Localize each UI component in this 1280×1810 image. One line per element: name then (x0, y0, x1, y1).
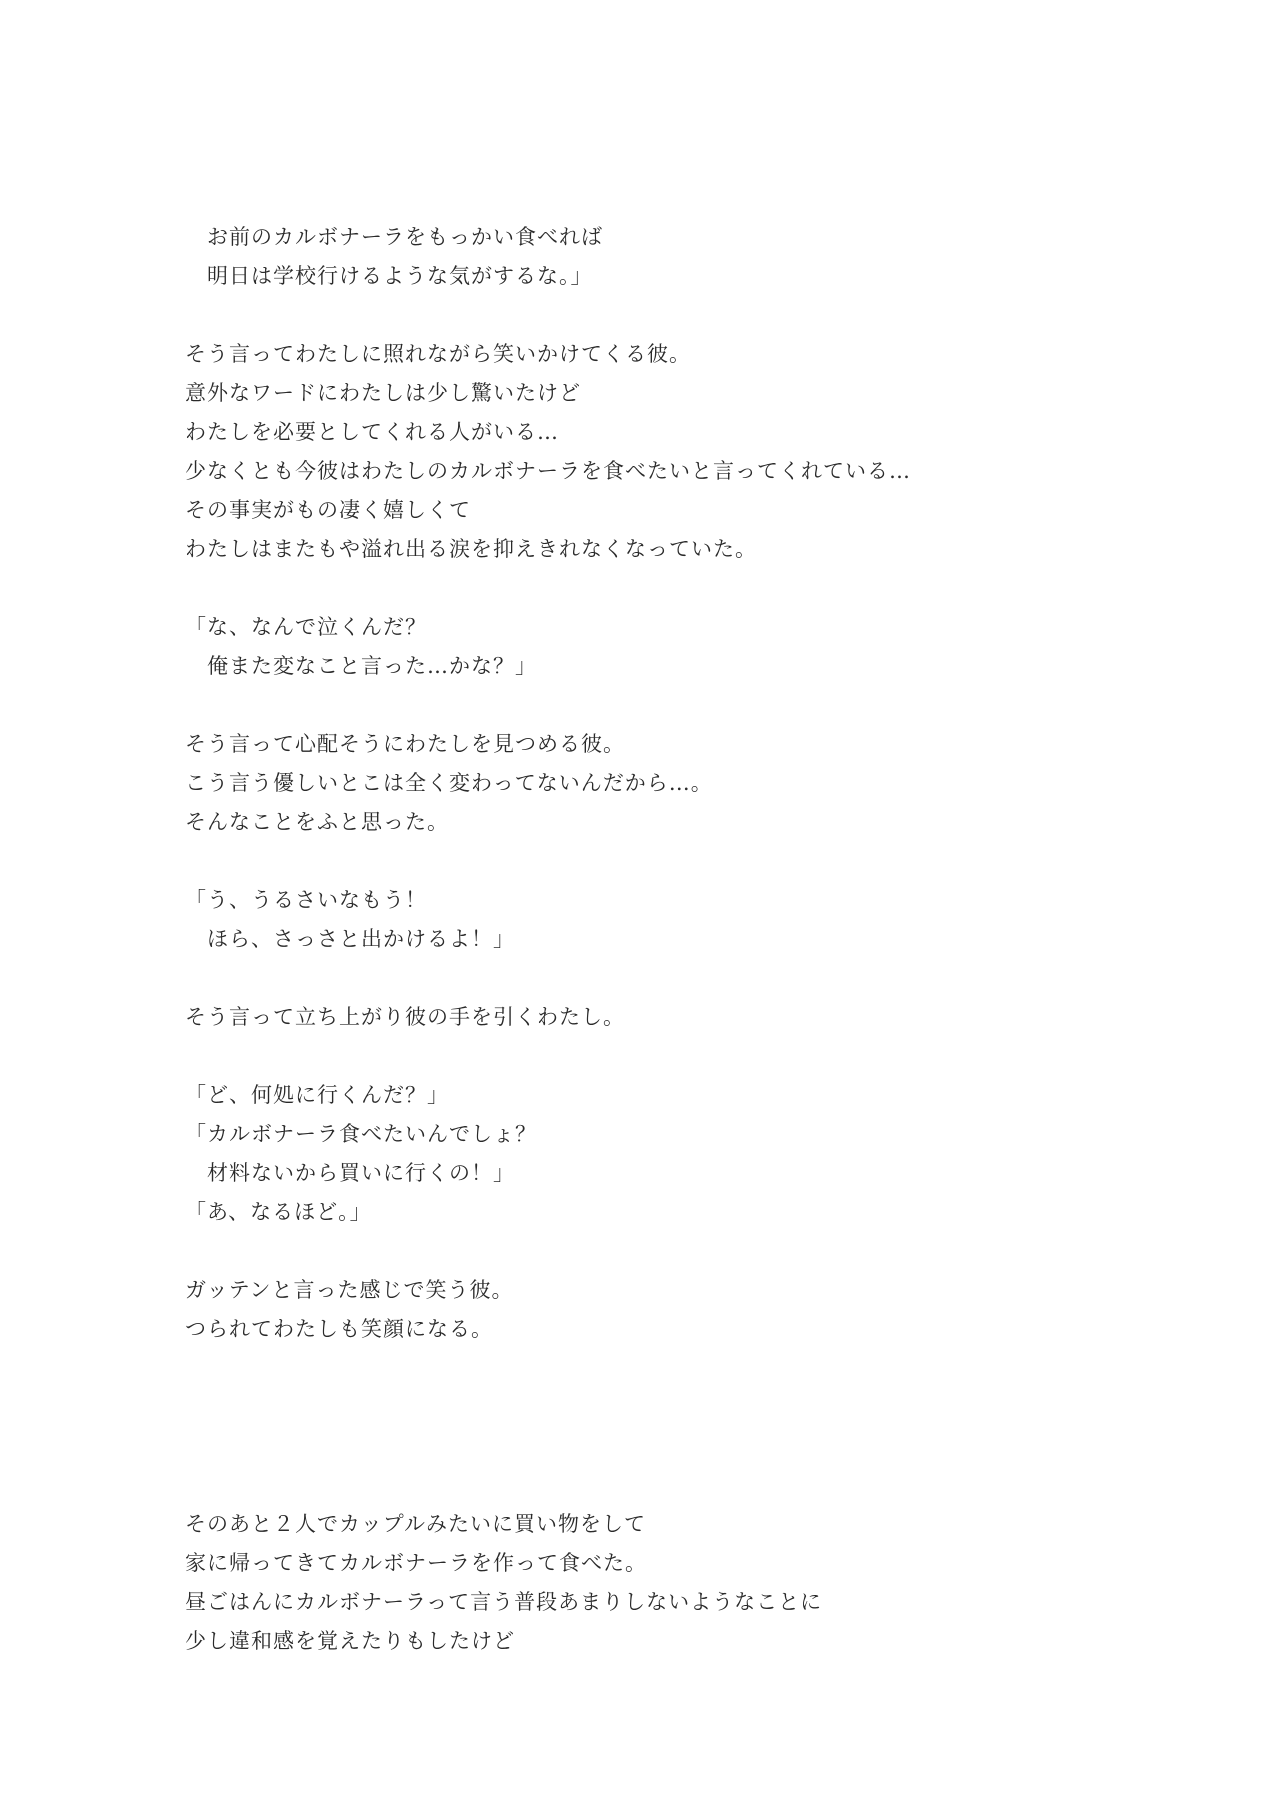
paragraph-gap (185, 296, 1185, 335)
text-line: そのあと２人でカップルみたいに買い物をして (185, 1512, 646, 1536)
text-line: わたしを必要としてくれる人がいる… (185, 420, 559, 444)
text-line: お前のカルボナーラをもっかい食べれば (185, 225, 603, 249)
paragraph (185, 881, 1185, 959)
paragraph (185, 1505, 1185, 1661)
section-gap (185, 1349, 1185, 1505)
paragraph-gap (185, 1232, 1185, 1271)
text-line: 俺また変なこと言った…かな？」 (185, 654, 537, 678)
text-line: そんなことをふと思った。 (185, 810, 449, 834)
text-line: 材料ないから買いに行くの！」 (185, 1161, 515, 1185)
text-line: ほら、さっさと出かけるよ！」 (185, 927, 515, 951)
text-line: 「な、なんで泣くんだ？ (185, 615, 427, 639)
paragraph-gap (185, 686, 1185, 725)
paragraph (185, 1076, 1185, 1232)
text-line: 「あ、なるほど。」 (185, 1200, 372, 1224)
paragraph-gap (185, 959, 1185, 998)
text-line: そう言ってわたしに照れながら笑いかけてくる彼。 (185, 342, 691, 366)
paragraph (185, 725, 1185, 842)
text-line: ガッテンと言った感じで笑う彼。 (185, 1278, 514, 1302)
paragraph-gap (185, 1037, 1185, 1076)
paragraph (185, 218, 1185, 296)
text-line: 家に帰ってきてカルボナーラを作って食べた。 (185, 1551, 647, 1575)
text-line: 「ど、何処に行くんだ？」 (185, 1083, 449, 1107)
text-line: わたしはまたもや溢れ出る涙を抑えきれなくなっていた。 (185, 537, 757, 561)
text-line: 「カルボナーラ食べたいんでしょ？ (185, 1122, 537, 1146)
text-line: その事実がもの凄く嬉しくて (185, 498, 471, 522)
paragraph-gap (185, 842, 1185, 881)
text-line: 意外なワードにわたしは少し驚いたけど (185, 381, 581, 405)
paragraph-gap (185, 569, 1185, 608)
text-line: 「う、うるさいなもう！ (185, 888, 427, 912)
story-text (185, 218, 1185, 1661)
text-line: つられてわたしも笑顔になる。 (185, 1317, 493, 1341)
paragraph (185, 608, 1185, 686)
text-line: 昼ごはんにカルボナーラって言う普段あまりしないようなことに (185, 1590, 823, 1614)
paragraph (185, 998, 1185, 1037)
text-line: そう言って立ち上がり彼の手を引くわたし。 (185, 1005, 625, 1029)
text-line: 少なくとも今彼はわたしのカルボナーラを食べたいと言ってくれている… (185, 459, 911, 483)
text-line: そう言って心配そうにわたしを見つめる彼。 (185, 732, 625, 756)
paragraph (185, 335, 1185, 569)
paragraph (185, 1271, 1185, 1349)
text-line: こう言う優しいとこは全く変わってないんだから…。 (185, 771, 713, 795)
text-line: 少し違和感を覚えたりもしたけど (185, 1629, 515, 1653)
text-line: 明日は学校行けるような気がするな。」 (185, 264, 593, 288)
